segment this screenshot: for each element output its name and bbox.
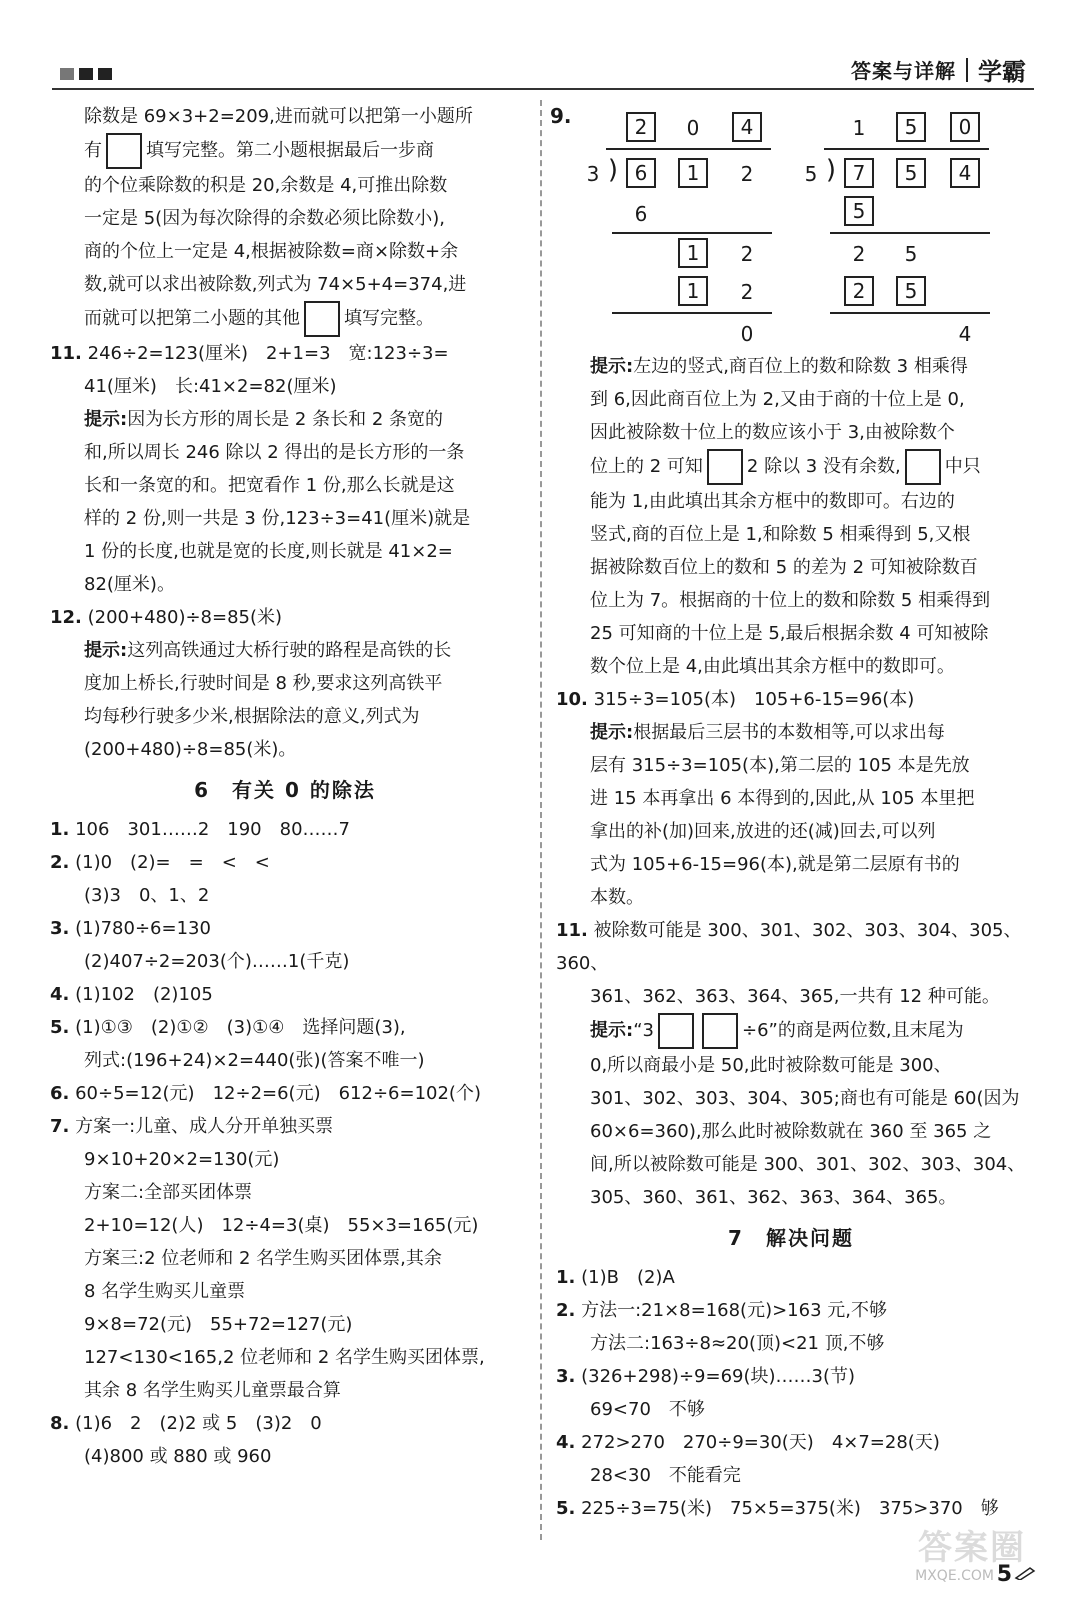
digit-box: 5 bbox=[896, 112, 926, 142]
answer-line: 9×8=72(元) 55+72=127(元) bbox=[84, 1314, 353, 1335]
text-line: 一定是 5(因为每次除得的余数必须比除数小), bbox=[84, 208, 445, 229]
answer-line: 2. (1)0 (2)= = < < bbox=[50, 852, 270, 873]
text-line: 竖式,商的百位上是 1,和除数 5 相乘得到 5,又根 bbox=[590, 524, 971, 545]
division-line bbox=[830, 232, 990, 234]
section-title: 7 解决问题 bbox=[728, 1226, 854, 1250]
answer-line: 方案三:2 位老师和 2 名学生购买团体票,其余 bbox=[84, 1248, 442, 1269]
text-line: 60×6=360),那么此时被除数就在 360 至 365 之 bbox=[590, 1121, 992, 1142]
text-line: 商的个位上一定是 4,根据被除数=商×除数+余 bbox=[84, 241, 459, 262]
header-separator bbox=[966, 58, 968, 82]
text-line: 度加上桥长,行驶时间是 8 秒,要求这列高铁平 bbox=[84, 673, 443, 694]
answer-line: 8 名学生购买儿童票 bbox=[84, 1281, 246, 1302]
answer-line: 1. (1)B (2)A bbox=[556, 1267, 675, 1288]
digit-box: 4 bbox=[950, 158, 980, 188]
header-rule bbox=[52, 88, 1034, 90]
q9-number: 9. bbox=[550, 104, 572, 128]
text-line: 有 填写完整。第二小题根据最后一步商 bbox=[50, 133, 520, 169]
right-column bbox=[550, 100, 1026, 1525]
answer-line: 3. (1)780÷6=130 bbox=[50, 918, 211, 939]
digit-box: 1 bbox=[678, 276, 708, 306]
digit-box: 5 bbox=[896, 276, 926, 306]
divisor: 3 bbox=[586, 162, 600, 186]
division-line bbox=[612, 312, 772, 314]
text-line: 数,就可以求出被除数,列式为 74×5+4=374,进 bbox=[84, 274, 467, 295]
answer-line: 69<70 不够 bbox=[590, 1399, 705, 1420]
blank-box bbox=[304, 301, 340, 337]
answer-line: 3. (326+298)÷9=69(块)……3(节) bbox=[556, 1366, 856, 1387]
answer-line: 9×10+20×2=130(元) bbox=[84, 1149, 280, 1170]
header-brand: 学霸 bbox=[978, 58, 1026, 86]
answer-line: 5. 225÷3=75(米) 75×5=375(米) 375>370 够 bbox=[556, 1498, 999, 1519]
digit-box: 4 bbox=[732, 112, 762, 142]
answer-line: 7. 方案一:儿童、成人分开单独买票 bbox=[50, 1116, 334, 1137]
answer-line: 其余 8 名学生购买儿童票最合算 bbox=[84, 1380, 341, 1401]
blank-box bbox=[702, 1013, 738, 1049]
answer-line: 方案二:全部买团体票 bbox=[84, 1182, 253, 1203]
digit-box: 5 bbox=[896, 158, 926, 188]
answer-line: 4. (1)102 (2)105 bbox=[50, 984, 213, 1005]
text-line: 能为 1,由此填出其余方框中的数即可。右边的 bbox=[590, 491, 955, 512]
answer-line: 28<30 不能看完 bbox=[590, 1465, 741, 1486]
text-line: 到 6,因此商百位上为 2,又由于商的十位上是 0, bbox=[590, 389, 965, 410]
blank-box bbox=[905, 449, 941, 485]
digit: 1 bbox=[852, 116, 866, 140]
digit: 2 bbox=[740, 280, 754, 304]
text-line: 301、302、303、304、305;商也有可能是 60(因为 bbox=[590, 1088, 1020, 1109]
text-line: (200+480)÷8=85(米)。 bbox=[84, 739, 297, 760]
division-bar bbox=[824, 148, 989, 150]
blank-box bbox=[707, 449, 743, 485]
header-title: 答案与详解 bbox=[851, 59, 956, 83]
text-line: 和,所以周长 246 除以 2 得出的是长方形的一条 bbox=[84, 442, 465, 463]
answer-line: 6. 60÷5=12(元) 12÷2=6(元) 612÷6=102(个) bbox=[50, 1083, 481, 1104]
page-header bbox=[851, 52, 1026, 87]
division-line bbox=[830, 312, 990, 314]
left-column bbox=[50, 100, 520, 1473]
text-line: 而就可以把第二小题的其他 填写完整。 bbox=[50, 301, 520, 337]
q12-answer: 12. (200+480)÷8=85(米) bbox=[50, 607, 283, 628]
watermark-logo: 答案圈 bbox=[918, 1528, 1026, 1568]
answer-line: (2)407÷2=203(个)……1(千克) bbox=[84, 951, 350, 972]
digit-box: 2 bbox=[626, 112, 656, 142]
digit: 2 bbox=[852, 242, 866, 266]
digit: 0 bbox=[686, 116, 700, 140]
q12-hint: 提示:这列高铁通过大桥行驶的路程是高铁的长 bbox=[84, 640, 452, 661]
answer-line: 方法二:163÷8≈20(顶)<21 顶,不够 bbox=[590, 1333, 885, 1354]
blank-box bbox=[658, 1013, 694, 1049]
digit: 4 bbox=[958, 322, 972, 346]
digit-box: 5 bbox=[844, 196, 874, 226]
answer-line: (4)800 或 880 或 960 bbox=[84, 1446, 272, 1467]
digit: 2 bbox=[740, 162, 754, 186]
text-line: 41(厘米) 长:41×2=82(厘米) bbox=[84, 376, 337, 397]
header-marks bbox=[60, 68, 112, 80]
q11-answer: 11. 246÷2=123(厘米) 2+1=3 宽:123÷3= bbox=[50, 343, 449, 364]
digit-box: 1 bbox=[678, 238, 708, 268]
q10-hint: 提示:根据最后三层书的本数相等,可以求出每 bbox=[590, 722, 945, 743]
answer-line: 127<130<165,2 位老师和 2 名学生购买团体票, bbox=[84, 1347, 485, 1368]
digit-box: 2 bbox=[844, 276, 874, 306]
blank-box bbox=[106, 133, 142, 169]
q9-divisions bbox=[550, 100, 1026, 350]
text-line: 间,所以被除数可能是 300、301、302、303、304、 bbox=[590, 1154, 1026, 1175]
text-line: 数个位上是 4,由此填出其余方框中的数即可。 bbox=[590, 656, 955, 677]
pencil-icon bbox=[1014, 1566, 1036, 1580]
q11-hint: 提示:“3 ÷6”的商是两位数,且末尾为 bbox=[556, 1013, 1026, 1049]
section7-list bbox=[556, 1261, 1026, 1525]
divisor: 5 bbox=[804, 162, 818, 186]
text-line: 长和一条宽的和。把宽看作 1 份,那么长就是这 bbox=[84, 475, 455, 496]
answer-line: 5. (1)①③ (2)①② (3)①④ 选择问题(3), bbox=[50, 1017, 406, 1038]
q9-hint: 提示:左边的竖式,商百位上的数和除数 3 相乘得 bbox=[590, 356, 968, 377]
text-line: 25 可知商的十位上是 5,最后根据余数 4 可知被除 bbox=[590, 623, 989, 644]
text-line: 进 15 本再拿出 6 本得到的,因此,从 105 本里把 bbox=[590, 788, 975, 809]
answer-line: 列式:(196+24)×2=440(张)(答案不唯一) bbox=[84, 1050, 425, 1071]
answer-line: 2. 方法一:21×8=168(元)>163 元,不够 bbox=[556, 1300, 887, 1321]
digit: 2 bbox=[740, 242, 754, 266]
digit: 6 bbox=[634, 202, 648, 226]
digit-box: 1 bbox=[678, 158, 708, 188]
text-line: 据被除数百位上的数和 5 的差为 2 可知被除数百 bbox=[590, 557, 978, 578]
answer-line: (3)3 0、1、2 bbox=[84, 885, 210, 906]
section-title: 6 有关 0 的除法 bbox=[194, 778, 376, 802]
answer-line: 1. 106 301……2 190 80……7 bbox=[50, 819, 350, 840]
bracket: ) bbox=[607, 155, 619, 185]
text-line: 层有 315÷3=105(本),第二层的 105 本是先放 bbox=[590, 755, 970, 776]
text-line: 0,所以商最小是 50,此时被除数可能是 300、 bbox=[590, 1055, 952, 1076]
division-bar bbox=[606, 148, 771, 150]
text-line: 式为 105+6-15=96(本),就是第二层原有书的 bbox=[590, 854, 960, 875]
text-line: 样的 2 份,则一共是 3 份,123÷3=41(厘米)就是 bbox=[84, 508, 471, 529]
division-line bbox=[612, 232, 772, 234]
text-line: 本数。 bbox=[590, 887, 644, 908]
answer-line: 8. (1)6 2 (2)2 或 5 (3)2 0 bbox=[50, 1413, 322, 1434]
bracket: ) bbox=[825, 155, 837, 185]
text-line: 1 份的长度,也就是宽的长度,则长就是 41×2= bbox=[84, 541, 453, 562]
column-divider bbox=[540, 100, 542, 1540]
digit-box: 6 bbox=[626, 158, 656, 188]
text-line: 305、360、361、362、363、364、365。 bbox=[590, 1187, 957, 1208]
answer-line: 4. 272>270 270÷9=30(天) 4×7=28(天) bbox=[556, 1432, 940, 1453]
text-line: 361、362、363、364、365,一共有 12 种可能。 bbox=[590, 986, 1000, 1007]
page-number: 5 bbox=[996, 1562, 1012, 1587]
digit-box: 0 bbox=[950, 112, 980, 142]
text-line: 82(厘米)。 bbox=[84, 574, 175, 595]
section6-list bbox=[50, 813, 520, 1473]
q10-answer: 10. 315÷3=105(本) 105+6-15=96(本) bbox=[556, 689, 915, 710]
answer-line: 2+10=12(人) 12÷4=3(桌) 55×3=165(元) bbox=[84, 1215, 479, 1236]
q11-hint: 提示:因为长方形的周长是 2 条长和 2 条宽的 bbox=[84, 409, 443, 430]
digit: 5 bbox=[904, 242, 918, 266]
text-line: 的个位乘除数的积是 20,余数是 4,可推出除数 bbox=[84, 175, 448, 196]
digit: 0 bbox=[740, 322, 754, 346]
text-line: 位上为 7。根据商的十位上的数和除数 5 相乘得到 bbox=[590, 590, 991, 611]
watermark-url: MXQE.COM bbox=[915, 1568, 994, 1584]
q11-answer: 11. 被除数可能是 300、301、302、303、304、305、360、 bbox=[556, 920, 1022, 974]
text-line: 除数是 69×3+2=209,进而就可以把第一小题所 bbox=[84, 106, 473, 127]
digit-box: 7 bbox=[844, 158, 874, 188]
text-line: 位上的 2 可知 2 除以 3 没有余数, 中只 bbox=[556, 449, 1026, 485]
text-line: 因此被除数十位上的数应该小于 3,由被除数个 bbox=[590, 422, 955, 443]
text-line: 拿出的补(加)回来,放进的还(减)回去,可以列 bbox=[590, 821, 936, 842]
text-line: 均每秒行驶多少米,根据除法的意义,列式为 bbox=[84, 706, 420, 727]
